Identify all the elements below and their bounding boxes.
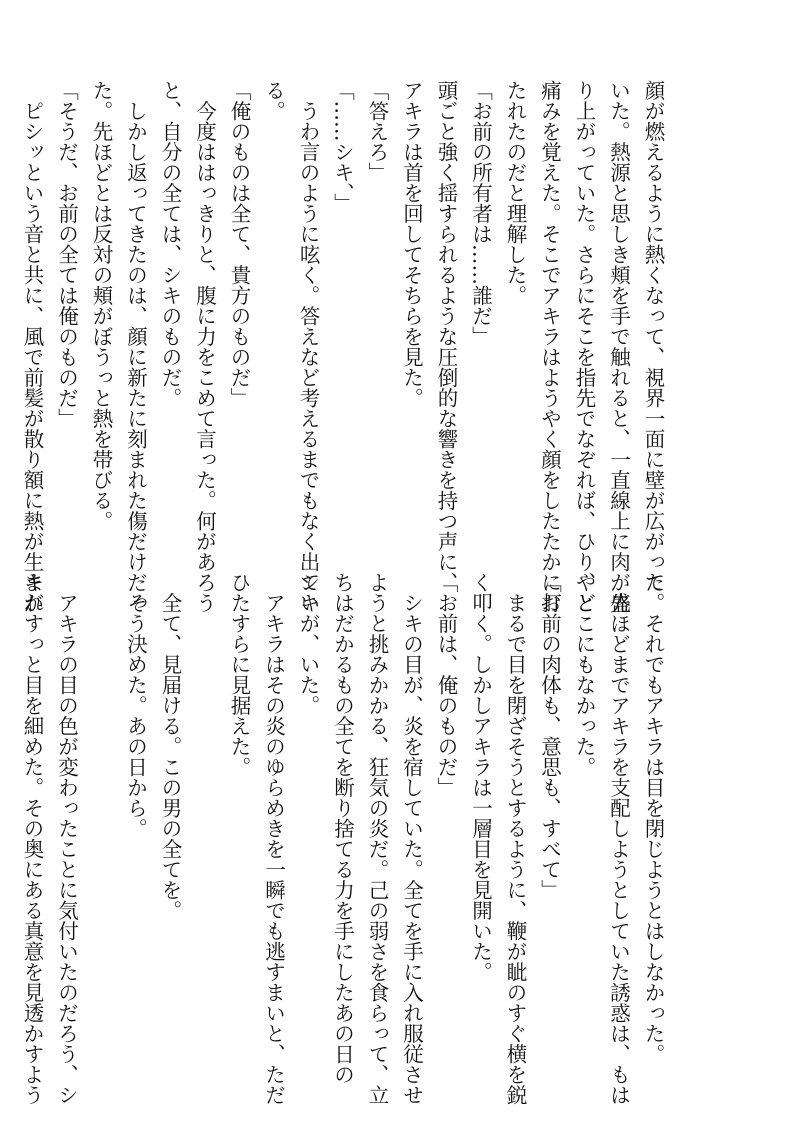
text-line: 「そうだ、お前の全ては俺のものだ」 bbox=[54, 80, 79, 429]
text-line: ピシッという音と共に、風で前髪が散り額に熱が生まれ bbox=[20, 80, 44, 613]
text-line: まるで目を閉ざそうとするように、鞭が眦のすぐ横を鋭 bbox=[503, 572, 527, 1105]
text-line: る。 bbox=[261, 80, 286, 121]
text-line: しかし返ってきたのは、顔に新たに刻まれた傷だけだっ bbox=[123, 80, 148, 613]
text-line: シキの目が、炎を宿していた。全てを手に入れ服従させ bbox=[399, 572, 424, 1105]
text-line: たれたのだと理解した。 bbox=[503, 80, 527, 306]
text-line bbox=[84, 572, 119, 1052]
text-line: アキラの目の色が変わったことに気付いたのだろう、シ bbox=[54, 572, 79, 1105]
text-line: 「……シキ、」 bbox=[330, 80, 355, 214]
text-line: 今度ははっきりと、腹に力をこめて言った。何があろう bbox=[192, 80, 217, 613]
text-line: いた。熱源と思しき頬を手で触れると、一直線上に肉が盛 bbox=[606, 80, 631, 613]
text-line: た。先ほどとは反対の頬がぼうっと熱を帯びる。 bbox=[89, 80, 113, 531]
text-line: アキラは首を回してそちらを見た。 bbox=[399, 80, 424, 408]
text-line: キがすっと目を細めた。その奥にある真意を見透かすよう bbox=[20, 572, 44, 1105]
text-line: く叩く。しかしアキラは一層目を見開いた。 bbox=[468, 572, 493, 982]
upper-text-block bbox=[20, 80, 670, 613]
text-line: 頭ごと強く揺すられるような圧倒的な響きを持つ声に、 bbox=[434, 80, 458, 593]
lower-text-block bbox=[20, 572, 670, 1105]
text-line: 全て、見届ける。この男の全てを。 bbox=[158, 572, 182, 921]
text-line: ひたすらに見据えた。 bbox=[227, 572, 251, 777]
text-line: 「お前の所有者は……誰だ」 bbox=[468, 80, 493, 347]
text-line: アキラはその炎のゆらめきを一瞬でも逃すまいと、ただ bbox=[261, 572, 286, 1105]
text-line: と、自分の全ては、シキのものだ。 bbox=[158, 80, 182, 408]
text-line: やどこにもなかった。 bbox=[572, 572, 596, 777]
text-line: 「お前の肉体も、意思も、すべて」 bbox=[537, 572, 562, 900]
text-line: り上がっていた。さらにそこを指先でなぞれば、ひり、と bbox=[572, 80, 596, 613]
text-line: ちはだかるもの全てを断り捨てる力を手にしたあの日の bbox=[330, 572, 355, 1085]
text-line: 「俺のものは全て、貴方のものだ」 bbox=[227, 80, 251, 408]
text-line: シキが、いた。 bbox=[296, 572, 320, 716]
text-line: 顔が燃えるように熱くなって、視界一面に壁が広がって bbox=[641, 80, 665, 593]
text-line: 「お前は、俺のものだ」 bbox=[434, 572, 458, 798]
text-line: た。それでもアキラは目を閉じようとはしなかった。 bbox=[641, 572, 665, 1064]
text-line: 「答えろ」 bbox=[365, 80, 389, 183]
text-line: うわ言のように呟く。答えなど考えるまでもなく出てい bbox=[296, 80, 320, 613]
text-line: 先ほどまでアキラを支配しようとしていた誘惑は、もは bbox=[606, 572, 631, 1105]
text-line: そう決めた。あの日から。 bbox=[123, 572, 148, 839]
text-line bbox=[187, 572, 222, 1052]
text-line: 痛みを覚えた。そこでアキラはようやく顔をしたたかに打 bbox=[537, 80, 562, 613]
text-line: ようと挑みかかる、狂気の炎だ。己の弱さを食らって、立 bbox=[365, 572, 389, 1105]
